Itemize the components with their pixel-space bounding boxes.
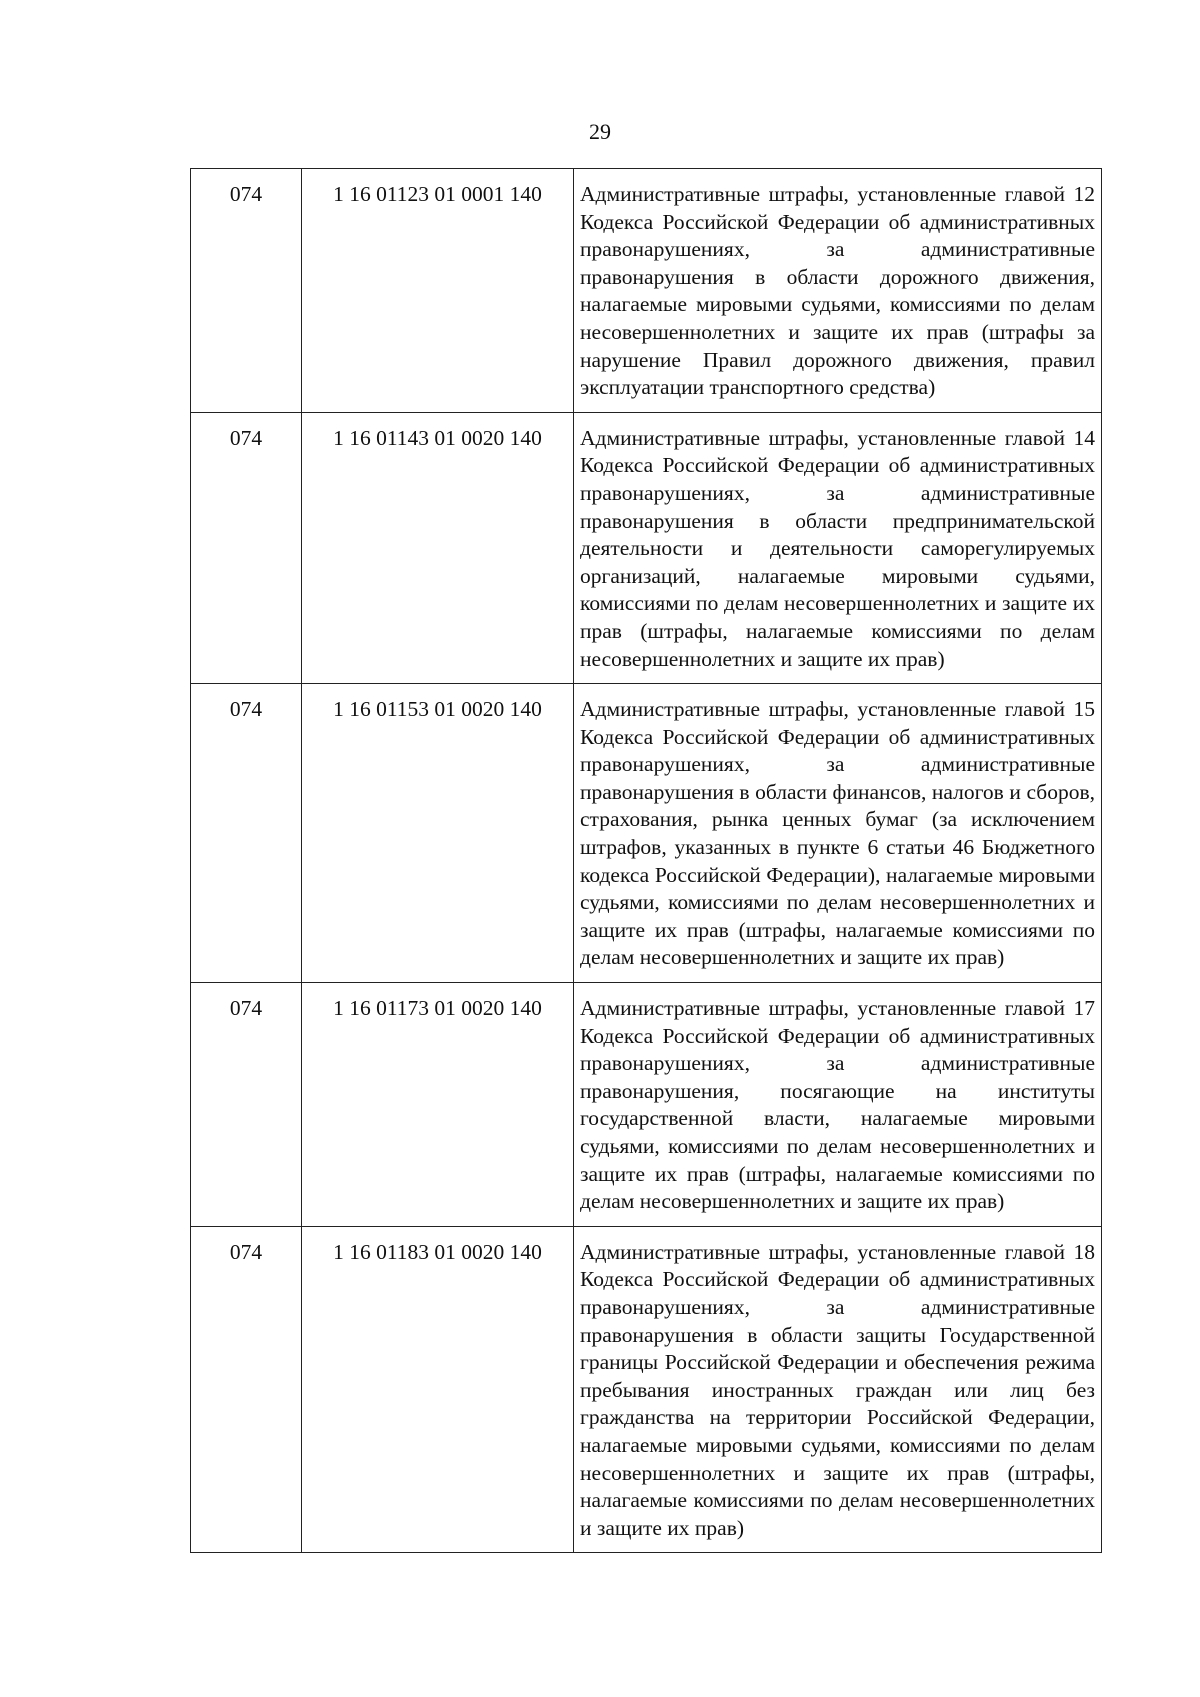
description-cell: Административные штрафы, установленные главой 12 Кодекса Российской Федерации об административных правонарушениях, за административные правонарушения в области дорожного движения, налагаемые мировыми судьями, комиссиями по делам несовершеннолетних и защите их прав (штрафы за нарушение Правил дорожного движения, правил эксплуатации транспортного средства) [574,169,1102,413]
kbk-code-cell: 1 16 01143 01 0020 140 [302,412,574,683]
description-cell: Административные штрафы, установленные главой 17 Кодекса Российской Федерации об административных правонарушениях, за административные правонарушения, посягающие на институты государственной власти, налагаемые мировыми судьями, комиссиями по делам несовершеннолетних и защите их прав (штрафы, налагаемые комиссиями по делам несовершеннолетних и защите их прав) [574,983,1102,1227]
table-row [191,684,1102,983]
table-row [191,412,1102,683]
admin-code-cell: 074 [191,684,302,983]
table-row [191,169,1102,413]
table-row [191,1226,1102,1553]
kbk-code-cell: 1 16 01123 01 0001 140 [302,169,574,413]
admin-code-cell: 074 [191,412,302,683]
admin-code-cell: 074 [191,169,302,413]
description-cell: Административные штрафы, установленные главой 14 Кодекса Российской Федерации об административных правонарушениях, за административные правонарушения в области предпринимательской деятельности и деятельности саморегулируемых организаций, налагаемые мировыми судьями, комиссиями по делам несовершеннолетних и защите их прав (штрафы, налагаемые комиссиями по делам несовершеннолетних и защите их прав) [574,412,1102,683]
kbk-code-cell: 1 16 01153 01 0020 140 [302,684,574,983]
budget-codes-table [190,168,1102,1553]
admin-code-cell: 074 [191,1226,302,1553]
table-row [191,983,1102,1227]
kbk-code-cell: 1 16 01183 01 0020 140 [302,1226,574,1553]
description-cell: Административные штрафы, установленные главой 18 Кодекса Российской Федерации об административных правонарушениях, за административные правонарушения в области защиты Государственной границы Российской Федерации и обеспечения режима пребывания иностранных граждан или лиц без гражданства на территории Российской Федерации, налагаемые мировыми судьями, комиссиями по делам несовершеннолетних и защите их прав (штрафы, налагаемые комиссиями по делам несовершеннолетних и защите их прав) [574,1226,1102,1553]
kbk-code-cell: 1 16 01173 01 0020 140 [302,983,574,1227]
admin-code-cell: 074 [191,983,302,1227]
page-number: 29 [589,119,611,144]
description-cell: Административные штрафы, установленные главой 15 Кодекса Российской Федерации об административных правонарушениях, за административные правонарушения в области финансов, налогов и сборов, страхования, рынка ценных бумаг (за исключением штрафов, указанных в пункте 6 статьи 46 Бюджетного кодекса Российской Федерации), налагаемые мировыми судьями, комиссиями по делам несовершеннолетних и защите их прав (штрафы, налагаемые комиссиями по делам несовершеннолетних и защите их прав) [574,684,1102,983]
